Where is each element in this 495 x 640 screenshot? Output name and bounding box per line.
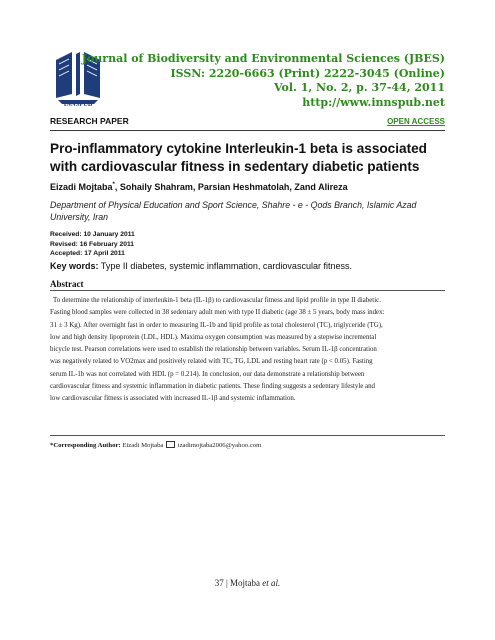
- corresponding-label: *Corresponding Author:: [50, 442, 121, 449]
- first-author: Eizadi Mojtaba: [50, 182, 113, 192]
- abstract-line: 31 ± 3 Kg). After overnight fast in order to measuring IL-1b and lipid profile as total cholesterol (TC), triglyceride (TG),: [50, 321, 383, 329]
- journal-issn: ISSN: 2220-6663 (Print) 2222-3045 (Online): [170, 66, 445, 80]
- corresponding-author: [50, 435, 445, 449]
- abstract-line: cardiovascular fitness and systemic inflammation in diabetic patients. These finding suggests a sedentary lifestyle and: [50, 383, 375, 391]
- abstract-line: was negatively related to VO2max and positively related with TC, TG, LDL and resting heart rate (p < 0.05). Fasting: [50, 358, 373, 366]
- footer-etal: et al.: [262, 578, 281, 588]
- mail-icon: [166, 441, 175, 448]
- revised-date: Revised: 16 February 2011: [50, 240, 135, 248]
- abstract-body: [50, 290, 445, 406]
- received-date: Received: 10 January 2011: [50, 231, 135, 238]
- abstract-line: To determine the relationship of interleukin-1 beta (IL-1β) to cardiovascular fitness and lipid profile in type II diabetic.: [53, 297, 381, 304]
- footer-citation: Mojtaba: [230, 578, 263, 588]
- other-authors: , Sohaily Shahram, Parsian Heshmatolah, Zand Alireza: [114, 182, 348, 192]
- logo-caption: INNSPUB: [63, 101, 93, 108]
- journal-url[interactable]: http://www.innspub.net: [302, 95, 445, 109]
- author-list: [50, 182, 348, 192]
- abstract-line: low and high density lipoprotein (LDL, HDL). Maxima oxygen consumption was measured by a stepwise incremental: [50, 333, 377, 341]
- page-number: 37: [214, 578, 224, 588]
- footer-separator: |: [223, 578, 231, 588]
- open-access-link[interactable]: OPEN ACCESS: [387, 117, 445, 126]
- abstract-line: Fasting blood samples were collected in 38 sedentary adult men with type II diabetic (age 38 ± 5 years, body mass index:: [50, 309, 385, 317]
- corresponding-name: Eizadi Mojtaba: [120, 442, 166, 449]
- article-dates: [50, 230, 135, 259]
- keywords-label: Key words:: [50, 261, 99, 271]
- article-type: RESEARCH PAPER: [50, 116, 129, 126]
- corresponding-email[interactable]: izadimojtaba2006@yahoo.com: [176, 442, 262, 449]
- journal-header: [82, 52, 445, 110]
- accepted-date: Accepted: 17 April 2011: [50, 250, 125, 257]
- keywords-text: Type II diabetes, systemic inflammation, cardiovascular fitness.: [98, 261, 352, 271]
- keywords: [50, 261, 445, 271]
- corresponding-mark: *: [112, 182, 115, 188]
- journal-name: Journal of Biodiversity and Environmental Sciences (JBES): [81, 52, 445, 65]
- journal-volume: Vol. 1, No. 2, p. 37-44, 2011: [274, 81, 445, 94]
- page-footer: [0, 578, 495, 588]
- paper-title: Pro-inflammatory cytokine Interleukin-1 beta is associated with cardiovascular fitness in sedentary diabetic patients: [50, 141, 427, 174]
- abstract-line: low cardiovascular fitness is associated with increased IL-1β and systemic inflammation.: [50, 395, 296, 403]
- affiliation: Department of Physical Education and Sport Science, Shahre - e - Qods Branch, Islamic Azad University, Iran: [50, 200, 417, 222]
- abstract-heading: Abstract: [50, 279, 84, 289]
- abstract-line: bicycle test. Pearson correlations were used to establish the relationship between variables. Serum IL-1β concentration: [50, 346, 377, 354]
- article-type-bar: [50, 116, 445, 131]
- abstract-line: serum IL-1b was not correlated with HDL (p = 0.214). In conclusion, our data demonstrate a relationship between: [50, 370, 365, 378]
